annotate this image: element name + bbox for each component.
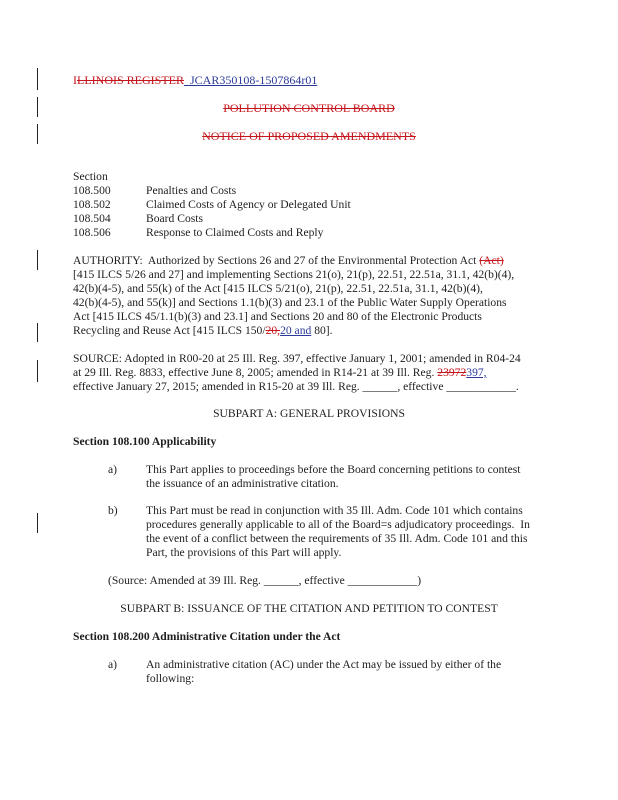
- section-108-200-heading: Section 108.200 Administrative Citation under the Act: [73, 630, 341, 643]
- applicability-b-line: Part, the provisions of this Part will apply.: [146, 546, 342, 559]
- toc-title: Board Costs: [146, 212, 204, 225]
- toc-title: Penalties and Costs: [146, 184, 237, 197]
- change-bar: [37, 250, 38, 270]
- change-bar: [37, 323, 38, 342]
- authority-inserted: 20 and: [280, 324, 312, 337]
- source-note: (Source: Amended at 39 Ill. Reg. ______, effective ____________): [108, 574, 422, 587]
- toc-title: Claimed Costs of Agency or Delegated Unit: [146, 198, 351, 211]
- toc-number: 108.506: [73, 226, 111, 239]
- source-deleted: 23972: [437, 366, 467, 379]
- toc-number: 108.504: [73, 212, 111, 225]
- applicability-a-line: the issuance of an administrative citation.: [146, 477, 339, 490]
- item-label-a: a): [108, 658, 118, 671]
- toc-number: 108.500: [73, 184, 111, 197]
- item-label-b: b): [108, 504, 118, 517]
- toc-label: Section: [73, 170, 108, 183]
- applicability-b-line: [146, 518, 530, 532]
- authority-line: [73, 254, 504, 268]
- source-line: effective January 27, 2015; amended in R15-20 at 39 Ill. Reg. ______, effective ____________.: [73, 380, 519, 393]
- source-inserted: 397,: [466, 366, 487, 379]
- toc-title: Response to Claimed Costs and Reply: [146, 226, 324, 239]
- subpart-a-heading: SUBPART A: GENERAL PROVISIONS: [213, 407, 405, 420]
- authority-deleted: 20,: [265, 324, 281, 337]
- source-line: [73, 366, 487, 380]
- register-header: [73, 73, 317, 87]
- citation-a-line: An administrative citation (AC) under the Act may be issued by either of the: [146, 658, 502, 671]
- section-108-100-heading: Section 108.100 Applicability: [73, 435, 217, 448]
- applicability-text: adjudicatory proceedings. In: [391, 518, 530, 531]
- board-title: POLLUTION CONTROL BOARD: [223, 101, 395, 115]
- authority-line: 42(b)(4-5), and 55(k) of the Act [415 ILCS 5/21(o), 21(p), 22.51, 22.51a, 31.1, 42(b)(4),: [73, 282, 483, 295]
- notice-title: NOTICE OF PROPOSED AMENDMENTS: [202, 129, 416, 143]
- register-prefix: I: [73, 73, 77, 87]
- applicability-text: procedures generally applicable to all of the Board: [146, 518, 381, 531]
- register-deleted: LLINOIS REGISTER: [77, 73, 184, 87]
- authority-deleted: (Act): [479, 254, 504, 267]
- source-text: at 29 Ill. Reg. 8833, effective June 8, 2005; amended in R14-21 at 39 Ill. Reg.: [73, 366, 438, 379]
- subpart-b-heading: SUBPART B: ISSUANCE OF THE CITATION AND PETITION TO CONTEST: [120, 602, 498, 615]
- applicability-b-line: This Part must be read in conjunction with 35 Ill. Adm. Code 101 which contains: [146, 504, 523, 517]
- apostrophe-mark: =s: [380, 518, 392, 531]
- authority-text: Recycling and Reuse Act [415 ILCS 150/: [73, 324, 266, 337]
- change-bar: [37, 513, 38, 533]
- authority-line: [73, 324, 333, 338]
- applicability-b-line: the event of a conflict between the requirements of 35 Ill. Adm. Code 101 and this: [146, 532, 528, 545]
- authority-text: 80].: [311, 324, 333, 337]
- authority-line: Act [415 ILCS 45/1.1(b)(3) and 23.1] and Sections 20 and 80 of the Electronic Products: [73, 310, 482, 323]
- source-line: SOURCE: Adopted in R00-20 at 25 Ill. Reg. 397, effective January 1, 2001; amended in R04-24: [73, 352, 521, 365]
- authority-line: [415 ILCS 5/26 and 27] and implementing Sections 21(o), 21(p), 22.51, 22.51a, 31.1, 42(b)(4),: [73, 268, 515, 281]
- authority-text: AUTHORITY: Authorized by Sections 26 and 27 of the Environmental Protection Act: [73, 254, 480, 267]
- applicability-a-line: This Part applies to proceedings before the Board concerning petitions to contest: [146, 463, 521, 476]
- register-id: JCAR350108-1507864r01: [184, 73, 318, 87]
- toc-number: 108.502: [73, 198, 111, 211]
- change-bar: [37, 360, 38, 382]
- citation-a-line: following:: [146, 672, 195, 685]
- change-bar: [37, 68, 38, 90]
- item-label-a: a): [108, 463, 118, 476]
- authority-line: 42(b)(4-5), and 55(k)] and Sections 1.1(b)(3) and 23.1 of the Public Water Supply Operations: [73, 296, 507, 309]
